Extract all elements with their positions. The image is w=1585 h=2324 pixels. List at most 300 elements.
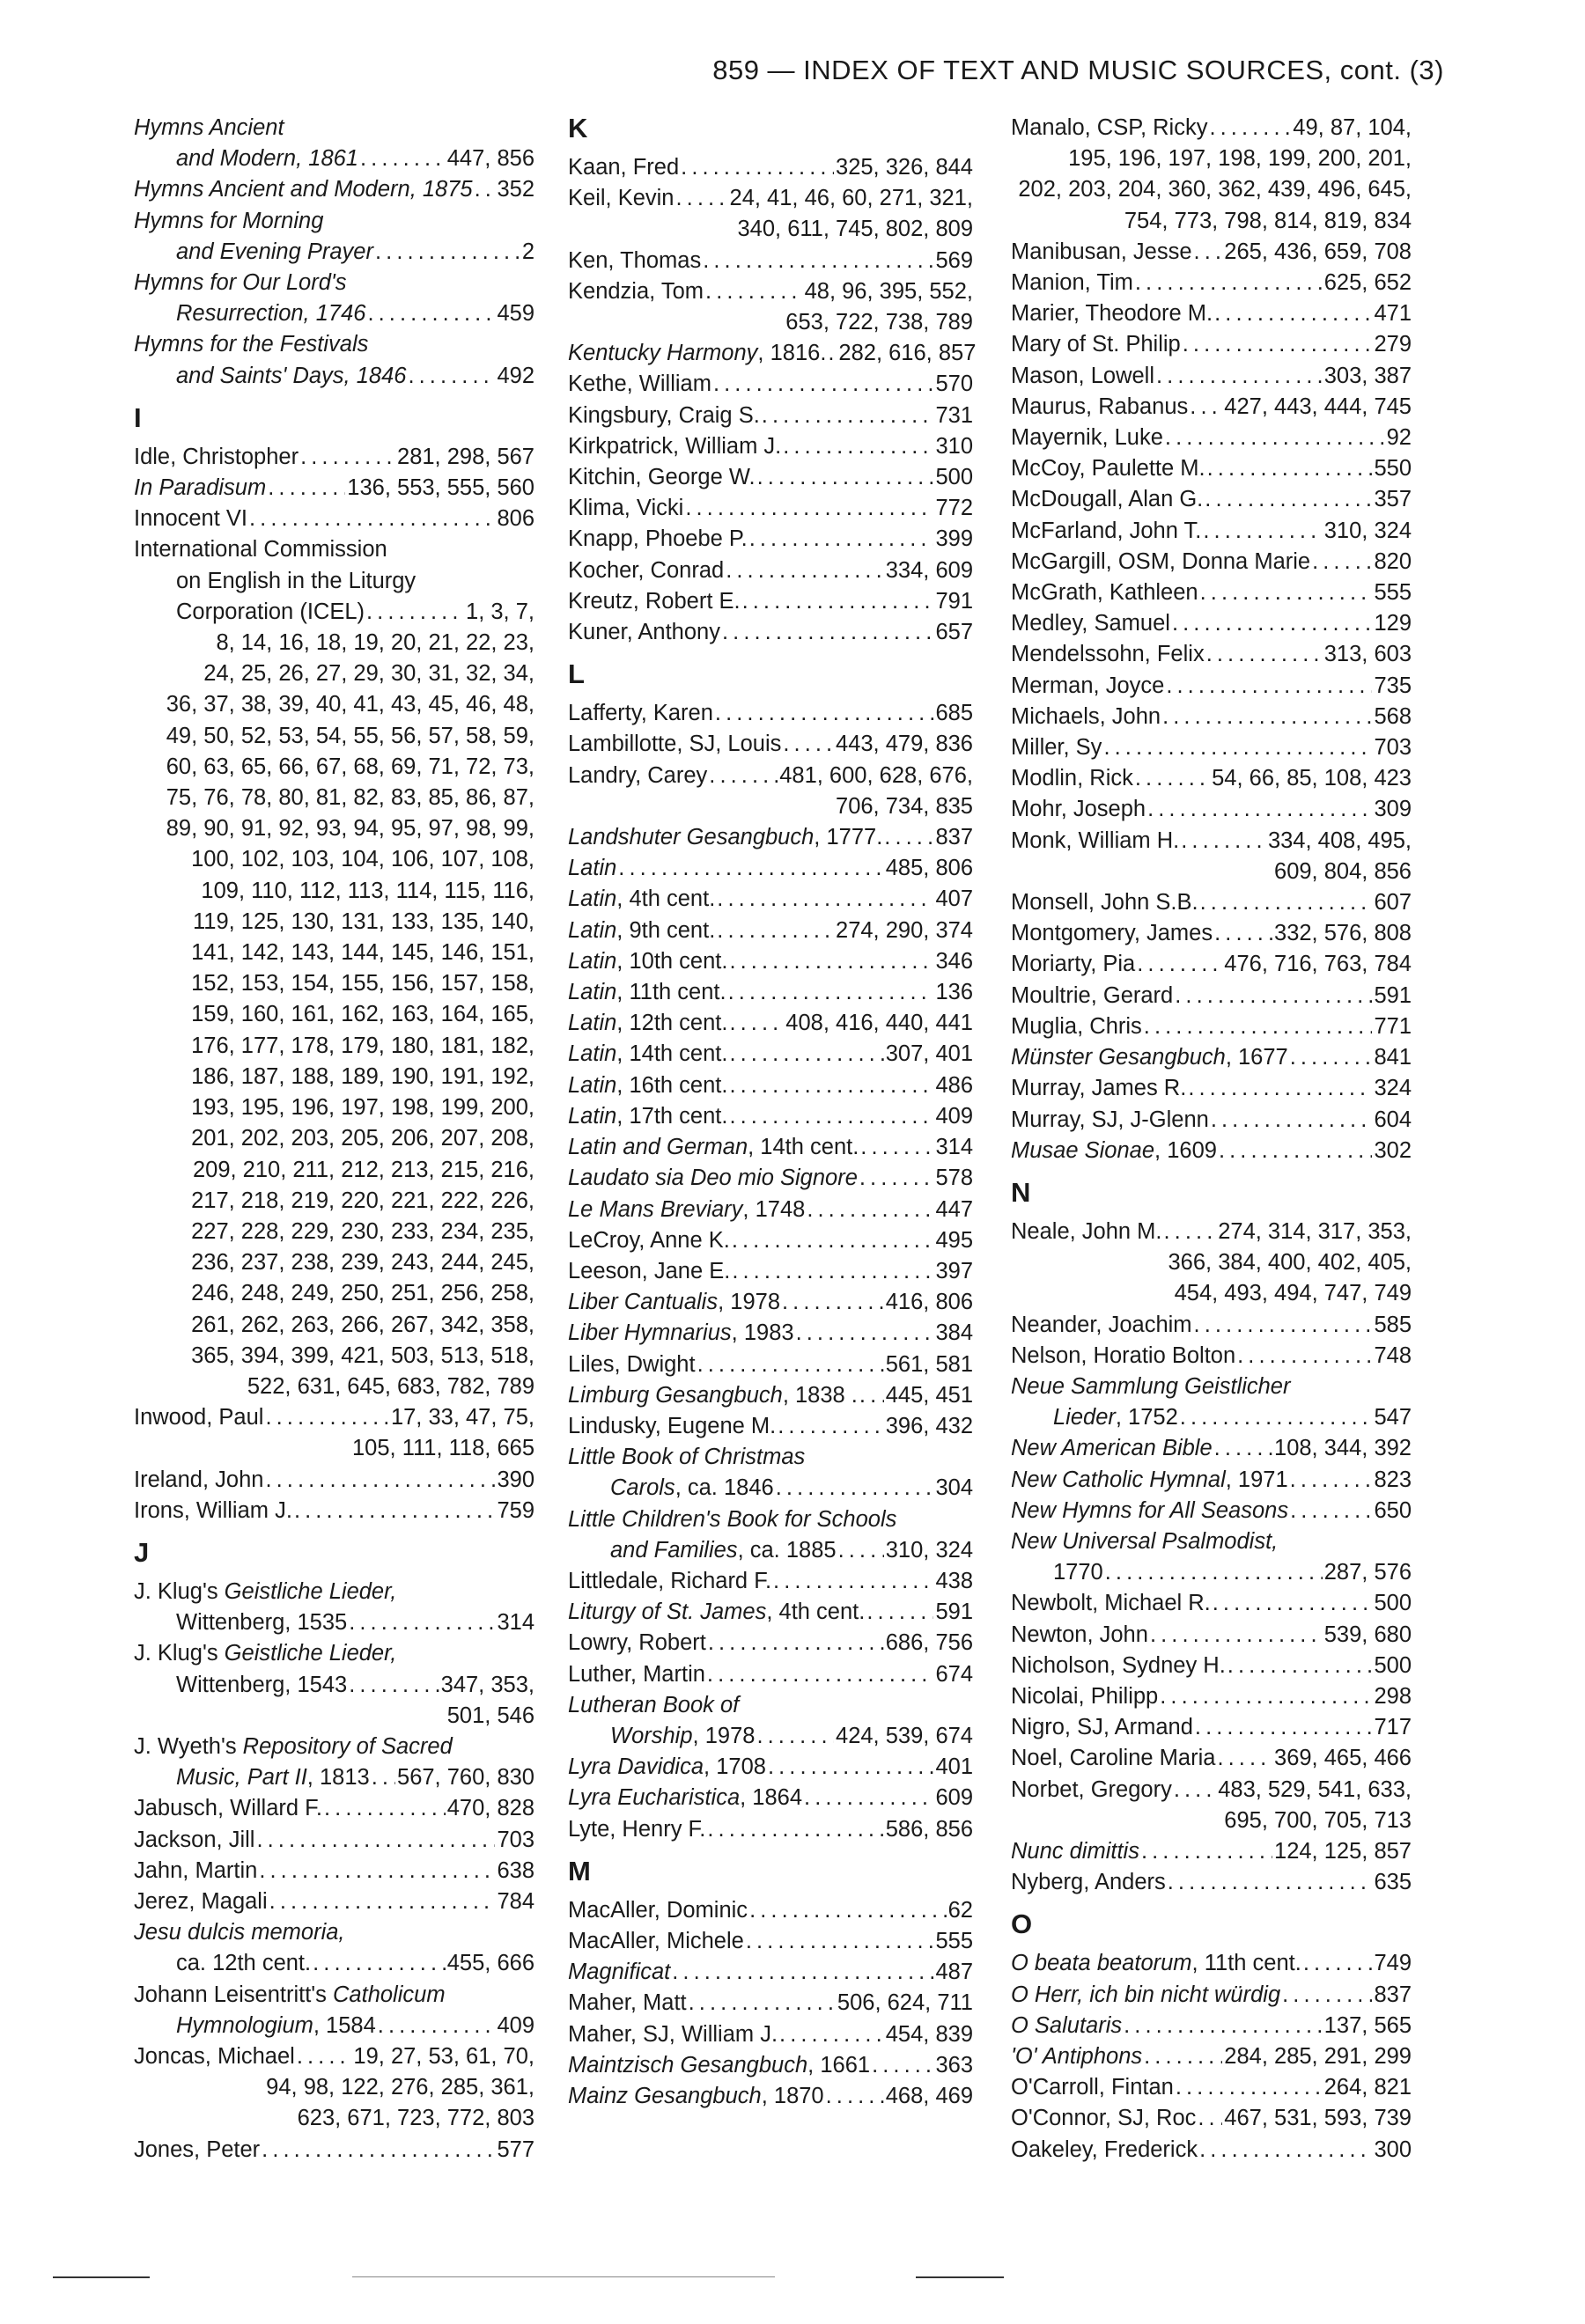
entry-title: Monsell, John S.B. xyxy=(1011,890,1198,916)
index-entry xyxy=(1011,1836,1412,1867)
entry-title-suffix: Catholicum xyxy=(333,1982,446,2007)
entry-line xyxy=(568,729,973,760)
entry-title: McGargill, OSM, Donna Marie xyxy=(1011,548,1311,574)
entry-title-suffix: , 1609 xyxy=(1154,1137,1217,1163)
entry-name xyxy=(568,1163,858,1194)
entry-title: Idle, Christopher xyxy=(134,444,299,469)
index-entry xyxy=(1011,1557,1412,1588)
index-entry xyxy=(1011,547,1412,577)
dot-leader xyxy=(1135,268,1323,298)
dot-leader xyxy=(262,2135,495,2166)
entry-pages: 325, 326, 844 xyxy=(836,155,973,180)
entry-name xyxy=(134,174,473,205)
entry-pages: 561, 581 xyxy=(885,1351,973,1377)
entry-title: Little Children's Book for Schools xyxy=(568,1506,897,1532)
dot-leader xyxy=(1205,484,1372,515)
dot-leader xyxy=(1194,1310,1373,1341)
entry-line xyxy=(568,1988,973,2019)
entry-line xyxy=(1011,1496,1412,1526)
entry-line xyxy=(1011,763,1412,794)
entry-title: Oakeley, Frederick xyxy=(1011,2136,1198,2162)
entry-title: Liber Hymnarius xyxy=(568,1320,732,1346)
index-entry xyxy=(568,822,973,853)
entry-title: O'Connor, SJ, Roc xyxy=(1011,2106,1197,2131)
entry-line xyxy=(1011,1743,1412,1774)
footer-rule-right xyxy=(916,2276,1004,2278)
dot-leader xyxy=(1172,608,1373,639)
entry-line xyxy=(568,1132,973,1163)
entry-pages: 486 xyxy=(935,1072,973,1098)
entry-line xyxy=(134,1577,534,1607)
index-entry xyxy=(134,1670,534,1732)
entry-title: Maurus, Rabanus xyxy=(1011,393,1189,419)
dot-leader xyxy=(1174,1775,1216,1806)
entry-title: Hymns for Our Lord's xyxy=(134,270,347,296)
entry-pages: 369, 465, 466 xyxy=(1274,1746,1412,1771)
entry-title: Joncas, Michael xyxy=(134,2043,295,2069)
entry-pages: 506, 624, 711 xyxy=(837,1990,973,2016)
entry-title: Mary of St. Philip xyxy=(1011,332,1181,357)
entry-line xyxy=(568,1070,973,1101)
entry-pages: 604 xyxy=(1374,1107,1412,1132)
entry-name xyxy=(1011,577,1198,608)
entry-line xyxy=(134,1980,534,2011)
entry-pages: 500 xyxy=(1374,1652,1412,1678)
entry-title: Le Mans Breviary xyxy=(568,1196,743,1222)
entry-page-continuation: 246, 248, 249, 250, 251, 256, 258, xyxy=(191,1281,534,1306)
entry-name xyxy=(568,1957,670,1988)
dot-leader xyxy=(297,2041,352,2072)
entry-pages: 485, 806 xyxy=(885,856,973,881)
dot-leader xyxy=(1144,2041,1222,2072)
entry-name xyxy=(568,1659,705,1690)
entry-line xyxy=(1011,1588,1412,1619)
entry-title: Little Book of Christmas xyxy=(568,1445,806,1470)
index-entry xyxy=(1011,1743,1412,1774)
footer-rule-left xyxy=(53,2276,150,2278)
entry-pages: 124, 125, 857 xyxy=(1274,1838,1412,1864)
entry-title: Latin xyxy=(568,948,617,974)
entry-title: Carols xyxy=(610,1475,675,1501)
entry-line xyxy=(134,1465,534,1496)
entry-page-continuation: 105, 111, 118, 665 xyxy=(351,1436,534,1461)
dot-leader xyxy=(746,1926,934,1957)
entry-title-suffix: , 12th cent. xyxy=(616,1011,728,1036)
entry-title-suffix: , 1870 xyxy=(761,2083,824,2108)
entry-pages: 459 xyxy=(497,301,534,327)
entry-title: Nicholson, Sydney H. xyxy=(1011,1652,1226,1678)
entry-pages: 487 xyxy=(935,1960,973,1985)
entry-pages: 539, 680 xyxy=(1323,1622,1412,1647)
entry-pages: 352 xyxy=(497,177,534,202)
dot-leader xyxy=(360,143,446,174)
entry-name xyxy=(568,698,713,729)
index-entry xyxy=(1011,1681,1412,1712)
index-entry xyxy=(568,1628,973,1658)
entry-line xyxy=(134,442,534,473)
entry-name xyxy=(1011,1836,1139,1867)
entry-page-continuation: 209, 210, 211, 212, 213, 215, 216, xyxy=(192,1157,534,1182)
entry-name xyxy=(568,729,781,760)
entry-name xyxy=(134,473,266,504)
index-entry xyxy=(568,1132,973,1163)
entry-title: and Saints' Days, 1846 xyxy=(176,363,407,388)
entry-pages: 772 xyxy=(935,496,973,521)
entry-line xyxy=(568,246,973,276)
entry-name xyxy=(134,1402,263,1433)
dot-leader xyxy=(1312,547,1372,577)
index-entry xyxy=(134,1825,534,1856)
entry-line xyxy=(1011,1372,1412,1402)
entry-name xyxy=(568,1380,858,1411)
entry-title: Liber Cantualis xyxy=(568,1290,719,1315)
dot-leader xyxy=(826,2081,884,2112)
entry-pages: 481, 600, 628, 676, xyxy=(779,762,973,788)
index-entry xyxy=(568,1380,973,1411)
entry-line xyxy=(568,1926,973,1957)
index-entry xyxy=(1011,577,1412,608)
entry-name xyxy=(610,1473,774,1504)
entry-line xyxy=(134,329,534,360)
entry-name xyxy=(568,977,726,1008)
entry-name xyxy=(568,822,882,853)
index-entry xyxy=(1011,2072,1412,2103)
entry-title: Lyra Eucharistica xyxy=(568,1785,741,1811)
index-entry xyxy=(134,566,534,597)
entry-pages: 334, 408, 495, xyxy=(1267,827,1412,853)
index-entry xyxy=(134,1793,534,1824)
entry-title: Mayernik, Luke xyxy=(1011,425,1163,451)
index-entry xyxy=(1011,1651,1412,1681)
dot-leader xyxy=(1200,887,1373,918)
entry-line xyxy=(134,268,534,298)
entry-pages: 54, 66, 85, 108, 423 xyxy=(1212,766,1412,791)
dot-leader xyxy=(728,977,934,1008)
entry-line xyxy=(568,1504,973,1535)
entry-title: Norbet, Gregory xyxy=(1011,1776,1172,1802)
entry-title: Muglia, Chris xyxy=(1011,1013,1142,1039)
entry-title-suffix: Geistliche Lieder, xyxy=(224,1641,397,1666)
dot-leader xyxy=(779,2019,884,2050)
index-entry xyxy=(1011,1588,1412,1619)
entry-page-continuation: 695, 700, 705, 713 xyxy=(1224,1807,1412,1833)
index-entry xyxy=(568,276,973,338)
entry-line xyxy=(1011,2041,1412,2072)
entry-line xyxy=(568,884,973,915)
entry-line xyxy=(1011,981,1412,1011)
entry-page-continuation: 706, 734, 835 xyxy=(836,793,973,819)
entry-line xyxy=(134,1762,534,1793)
entry-name xyxy=(568,2050,870,2081)
dot-leader xyxy=(1160,1681,1372,1712)
entry-pages: 585 xyxy=(1374,1312,1412,1337)
entry-name xyxy=(568,1070,727,1101)
entry-pages: 555 xyxy=(935,1928,973,1953)
entry-title-suffix: , 1677 xyxy=(1225,1045,1288,1070)
entry-pages: 281, 298, 567 xyxy=(397,444,534,469)
entry-pages: 841 xyxy=(1374,1045,1412,1070)
entry-pages: 806 xyxy=(497,506,534,532)
entry-pages: 313, 603 xyxy=(1323,642,1412,667)
entry-name xyxy=(568,1597,865,1628)
entry-pages: 19, 27, 53, 61, 70, xyxy=(353,2043,534,2069)
entry-pages: 609 xyxy=(935,1785,973,1811)
entry-name xyxy=(1011,1775,1172,1806)
entry-line xyxy=(568,977,973,1008)
index-entry xyxy=(1011,516,1412,547)
index-entry xyxy=(1011,639,1412,670)
entry-title: Modlin, Rick xyxy=(1011,766,1133,791)
entry-name xyxy=(1011,918,1213,949)
dot-leader xyxy=(1147,794,1372,825)
entry-line xyxy=(1011,329,1412,360)
entry-title: Latin xyxy=(568,856,617,881)
entry-pages: 416, 806 xyxy=(885,1290,973,1315)
entry-line xyxy=(134,206,534,237)
entry-title: Nelson, Horatio Bolton xyxy=(1011,1342,1236,1368)
entry-name xyxy=(568,1287,780,1318)
entry-page-continuation: 754, 773, 798, 814, 819, 834 xyxy=(1124,208,1412,233)
dot-leader xyxy=(618,853,883,884)
entry-title: Jones, Peter xyxy=(134,2136,261,2162)
index-entry xyxy=(134,361,534,392)
dot-leader xyxy=(265,1402,389,1433)
entry-title-suffix: , 1661 xyxy=(807,2052,871,2078)
section-letter: M xyxy=(568,1855,591,1886)
entry-name xyxy=(176,1670,347,1701)
entry-title: Maintzisch Gesangbuch xyxy=(568,2052,808,2078)
dot-leader xyxy=(1105,1557,1323,1588)
index-entry xyxy=(568,1287,973,1318)
entry-title: Miller, Sy xyxy=(1011,735,1102,761)
entry-line xyxy=(568,916,973,946)
entry-name xyxy=(1011,1980,1280,2011)
entry-title: Latin xyxy=(568,1072,617,1098)
entry-line xyxy=(1011,732,1412,763)
entry-name xyxy=(1011,981,1173,1011)
index-entry xyxy=(568,1721,973,1752)
entry-name xyxy=(1011,329,1181,360)
entry-title: Merman, Joyce xyxy=(1011,673,1165,698)
index-entry xyxy=(568,1350,973,1380)
entry-title-suffix: , 1777. xyxy=(814,825,883,850)
dot-leader xyxy=(1203,516,1322,547)
dot-leader xyxy=(859,1163,934,1194)
entry-title: Jahn, Martin xyxy=(134,1857,258,1883)
entry-pages: 1, 3, 7, xyxy=(466,599,534,624)
entry-line xyxy=(1011,113,1412,143)
entry-pages: 304 xyxy=(935,1475,973,1501)
entry-pages: 401 xyxy=(935,1754,973,1780)
entry-line xyxy=(568,1287,973,1318)
entry-line xyxy=(134,298,534,329)
dot-leader xyxy=(1166,671,1372,702)
entry-pages: 550 xyxy=(1374,456,1412,482)
index-entry xyxy=(1011,453,1412,484)
dot-leader xyxy=(685,493,933,524)
entry-title: Michaels, John xyxy=(1011,703,1161,729)
entry-title: Mendelssohn, Felix xyxy=(1011,642,1205,667)
entry-name xyxy=(1011,1948,1301,1979)
entry-line xyxy=(1011,887,1412,918)
section-letter: J xyxy=(134,1536,150,1568)
index-entry xyxy=(568,853,973,884)
entry-line xyxy=(134,1638,534,1669)
entry-name xyxy=(610,1535,837,1566)
dot-leader xyxy=(256,1825,495,1856)
entry-title: J. Klug's xyxy=(134,1578,225,1604)
entry-title: Laudato sia Deo mio Signore xyxy=(568,1166,858,1191)
entry-name xyxy=(568,853,616,884)
entry-page-continuation: 141, 142, 143, 144, 145, 146, 151, xyxy=(191,940,534,966)
entry-pages: 279 xyxy=(1374,332,1412,357)
entry-line xyxy=(1011,1310,1412,1341)
dot-leader xyxy=(366,597,464,628)
dot-leader xyxy=(689,1988,836,2019)
entry-title-suffix: , 9th cent. xyxy=(616,917,716,943)
entry-name xyxy=(568,1101,727,1132)
entry-pages: 399 xyxy=(935,526,973,552)
entry-line xyxy=(568,369,973,400)
dot-leader xyxy=(732,1225,934,1256)
dot-leader xyxy=(1282,1980,1372,2011)
entry-pages: 357 xyxy=(1374,487,1412,512)
index-entry xyxy=(134,329,534,360)
entry-line xyxy=(1011,826,1412,857)
dot-leader xyxy=(268,473,345,504)
dot-leader xyxy=(1144,1011,1373,1042)
index-entry xyxy=(1011,298,1412,329)
entry-title: Kreutz, Robert E. xyxy=(568,588,741,614)
entry-page-continuation: 217, 218, 219, 220, 221, 222, 226, xyxy=(191,1188,534,1213)
entry-name xyxy=(568,1132,859,1163)
entry-pages: 591 xyxy=(935,1600,973,1625)
entry-line xyxy=(1011,1341,1412,1372)
index-entry xyxy=(134,206,534,237)
dot-leader xyxy=(1214,918,1272,949)
index-entry xyxy=(568,1008,973,1039)
dot-leader xyxy=(372,1762,395,1793)
entry-pages: 735 xyxy=(1374,673,1412,698)
index-entry xyxy=(568,1814,973,1845)
index-entry xyxy=(568,1504,973,1535)
entry-name xyxy=(134,1825,254,1856)
entry-pages: 569 xyxy=(935,247,973,273)
dot-leader xyxy=(1175,981,1372,1011)
dot-leader xyxy=(757,462,934,493)
entry-pages: 674 xyxy=(935,1661,973,1687)
entry-name xyxy=(1011,361,1154,392)
entry-line xyxy=(568,2050,973,2081)
entry-pages: 635 xyxy=(1374,1870,1412,1895)
entry-line xyxy=(568,493,973,524)
entry-title: Jabusch, Willard F. xyxy=(134,1796,322,1821)
entry-line xyxy=(568,1039,973,1070)
entry-title: Moultrie, Gerard xyxy=(1011,982,1174,1008)
entry-pages: 586, 856 xyxy=(885,1816,973,1842)
index-entry xyxy=(1011,1433,1412,1464)
entry-line xyxy=(1011,268,1412,298)
entry-title: Mainz Gesangbuch xyxy=(568,2083,762,2108)
entry-page-continuation: 454, 493, 494, 747, 749 xyxy=(1174,1281,1412,1306)
entry-pages: 129 xyxy=(1374,611,1412,636)
entry-title: Littledale, Richard F. xyxy=(568,1568,772,1593)
entry-title: Kingsbury, Craig S. xyxy=(568,402,760,428)
entry-title: Landshuter Gesangbuch xyxy=(568,825,815,850)
entry-line xyxy=(1011,949,1412,980)
entry-pages: 265, 436, 659, 708 xyxy=(1224,239,1412,264)
index-entry xyxy=(1011,1867,1412,1898)
index-entry xyxy=(1011,1526,1412,1557)
entry-line xyxy=(1011,2011,1412,2041)
entry-pages: 303, 387 xyxy=(1323,363,1412,388)
entry-name xyxy=(568,246,701,276)
entry-pages: 555 xyxy=(1374,580,1412,606)
index-entry xyxy=(568,1039,973,1070)
index-entry xyxy=(568,1442,973,1473)
entry-line xyxy=(134,2041,534,2072)
entry-title: Kocher, Conrad xyxy=(568,557,725,583)
index-entry xyxy=(1011,1341,1412,1372)
entry-line xyxy=(1011,361,1412,392)
entry-pages: 302 xyxy=(1374,1137,1412,1163)
entry-pages: 324 xyxy=(1374,1076,1412,1101)
index-entry xyxy=(1011,763,1412,794)
entry-pages: 108, 344, 392 xyxy=(1274,1436,1412,1461)
dot-leader xyxy=(726,555,884,586)
index-entry xyxy=(134,2135,534,2166)
entry-name xyxy=(1011,2041,1142,2072)
entry-title-suffix: , 11th cent. xyxy=(616,980,726,1005)
entry-name xyxy=(176,361,406,392)
index-entry xyxy=(568,1256,973,1287)
entry-name xyxy=(568,1039,727,1070)
entry-pages: 467, 531, 593, 739 xyxy=(1224,2106,1412,2131)
entry-pages: 17, 33, 47, 75, xyxy=(390,1405,534,1430)
entry-title: Kuner, Anthony xyxy=(568,620,720,645)
entry-name xyxy=(1011,1681,1158,1712)
entry-pages: 568 xyxy=(1374,703,1412,729)
dot-leader xyxy=(1180,1402,1373,1433)
entry-name xyxy=(568,1566,771,1597)
entry-pages: 409 xyxy=(935,1103,973,1129)
section-letter: N xyxy=(1011,1176,1031,1208)
entry-line xyxy=(134,1856,534,1886)
index-entry xyxy=(568,1597,973,1628)
entry-title: Latin xyxy=(568,1041,617,1067)
dot-leader xyxy=(378,2011,496,2041)
index-entry xyxy=(134,2011,534,2041)
entry-name xyxy=(568,462,756,493)
dot-leader xyxy=(756,1721,834,1752)
index-entry xyxy=(568,586,973,617)
entry-page-continuation: 236, 237, 238, 239, 243, 244, 245, xyxy=(191,1250,534,1276)
entry-line xyxy=(568,1597,973,1628)
entry-pages: 445, 451 xyxy=(885,1382,973,1408)
entry-line xyxy=(1011,1465,1412,1496)
entry-line xyxy=(1011,1217,1412,1247)
entry-pages: 310, 324 xyxy=(885,1537,973,1563)
entry-name xyxy=(1011,1105,1209,1136)
entry-pages: 443, 479, 836 xyxy=(836,732,973,757)
entry-pages: 427, 443, 444, 745 xyxy=(1224,393,1412,419)
entry-name xyxy=(568,1256,730,1287)
entry-name xyxy=(1011,1712,1193,1743)
entry-line xyxy=(568,524,973,555)
entry-pages: 570 xyxy=(935,371,973,397)
entry-title: International Commission xyxy=(134,537,387,563)
entry-line xyxy=(134,2011,534,2041)
